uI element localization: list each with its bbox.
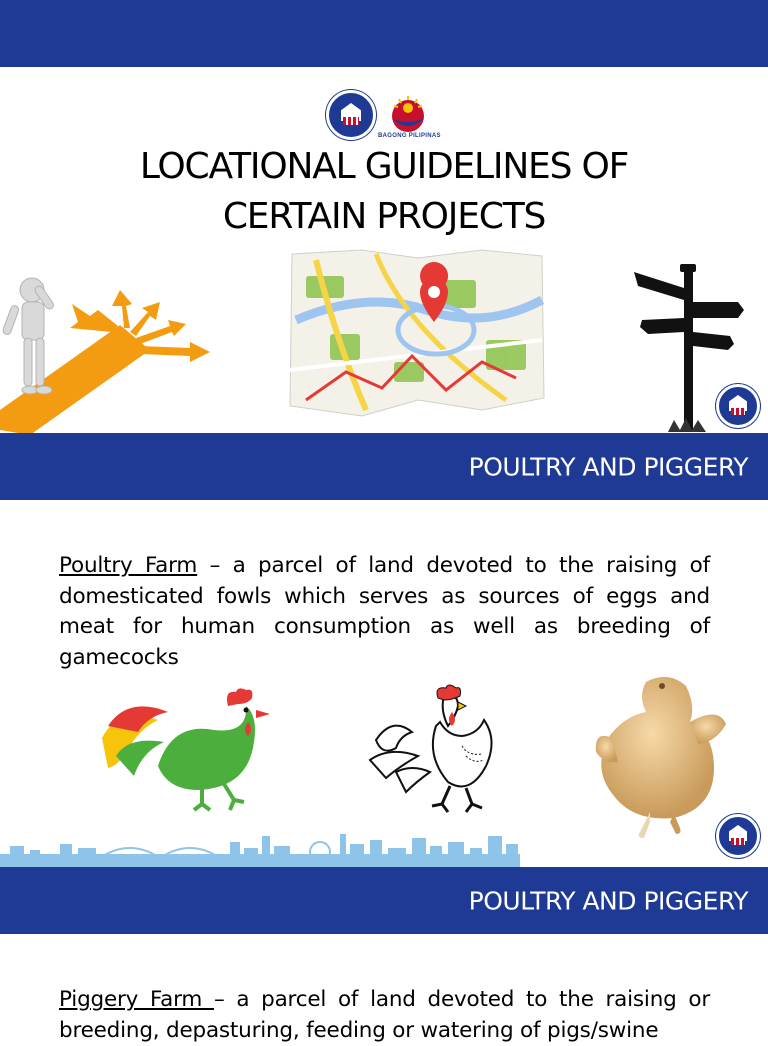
person-arrows-illustration bbox=[0, 270, 220, 435]
white-rooster-illustration bbox=[366, 686, 508, 816]
city-skyline-illustration bbox=[0, 828, 520, 868]
logo-group bbox=[326, 90, 441, 142]
section-header-bar bbox=[0, 867, 768, 934]
agency-seal-icon bbox=[326, 90, 376, 140]
bagong-pilipinas-caption: BAGONG PILIPINAS bbox=[378, 133, 441, 139]
top-header-bar bbox=[0, 0, 768, 67]
section-header-bar bbox=[0, 433, 768, 500]
bagong-pilipinas-logo bbox=[386, 94, 430, 134]
piggery-farm-definition bbox=[59, 985, 710, 1046]
piggery-farm-term: Piggery Farm bbox=[59, 987, 214, 1012]
poultry-farm-definition bbox=[59, 551, 710, 673]
page-title bbox=[0, 142, 768, 242]
agency-seal-icon bbox=[716, 814, 760, 858]
green-rooster-illustration bbox=[98, 686, 274, 816]
poultry-farm-definition-text: – a parcel of land devoted to the raising of domesticated fowls which serves as sources of eggs and meat for human consumption as well as breeding of gamecocks bbox=[59, 553, 710, 670]
piggery-farm-definition-text: – a parcel of land devoted to the raising or breeding, depasturing, feeding or watering of pigs/swine bbox=[59, 987, 710, 1043]
city-map-illustration bbox=[286, 250, 548, 418]
section-title: POULTRY AND PIGGERY bbox=[468, 452, 748, 481]
section-title: POULTRY AND PIGGERY bbox=[468, 886, 748, 915]
title-line-2: CERTAIN PROJECTS bbox=[222, 196, 546, 237]
title-line-1: LOCATIONAL GUIDELINES OF bbox=[139, 146, 629, 187]
agency-seal-icon bbox=[716, 384, 760, 428]
plucked-chicken-illustration bbox=[590, 672, 730, 840]
poultry-farm-term: Poultry Farm bbox=[59, 553, 198, 578]
